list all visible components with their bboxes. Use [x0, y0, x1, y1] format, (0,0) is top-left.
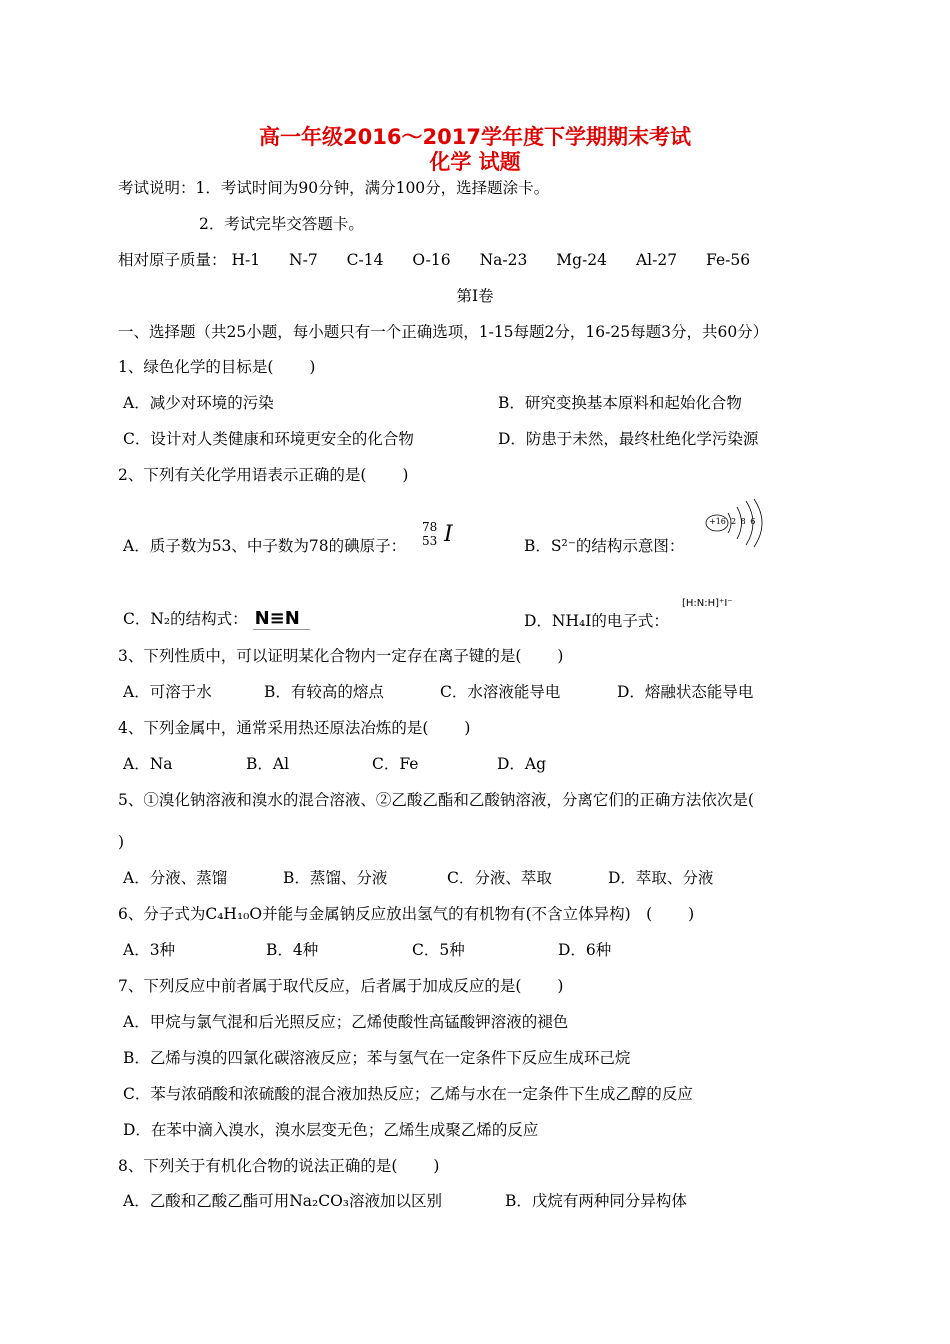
question-5-option-b: B．蒸馏、分液 — [283, 869, 388, 887]
question-3-option-c: C．水溶液能导电 — [440, 683, 561, 701]
mass-mg: Mg-24 — [556, 251, 608, 269]
sulfide-ion-diagram — [704, 497, 776, 549]
question-3-option-b: B．有较高的熔点 — [264, 683, 384, 701]
atomic-masses — [118, 250, 774, 270]
question-8-stem: 8、下列关于有机化合物的说法正确的是( ) — [118, 1157, 440, 1175]
question-5-stem-end: ) — [118, 833, 125, 851]
section-heading: 一、选择题（共25小题，每小题只有一个正确选项，1-15每题2分，16-25每题3分，共60分） — [118, 323, 769, 341]
mass-al: Al-27 — [635, 251, 678, 269]
question-3-stem: 3、下列性质中，可以证明某化合物内一定存在离子键的是( ) — [118, 647, 564, 665]
question-7-stem: 7、下列反应中前者属于取代反应，后者属于加成反应的是( ) — [118, 977, 564, 995]
question-6-option-d: D．6种 — [558, 941, 612, 959]
question-4-option-c: C．Fe — [372, 755, 419, 773]
nh4i-formula-text: [H:N:H]⁺I⁻ — [682, 598, 733, 609]
mass-na: Na-23 — [479, 251, 528, 269]
question-5-option-d: D．萃取、分液 — [608, 869, 714, 887]
question-6-option-b: B．4种 — [266, 941, 319, 959]
question-7-option-a: A．甲烷与氯气混和后光照反应；乙烯使酸性高锰酸钾溶液的褪色 — [123, 1013, 569, 1031]
iso-atomic-number: 53 — [422, 534, 438, 548]
question-1-option-b: B．研究变换基本原料和起始化合物 — [498, 394, 742, 412]
mass-fe: Fe-56 — [706, 251, 751, 269]
question-6-option-c: C．5种 — [412, 941, 465, 959]
volume-heading: 第Ⅰ卷 — [456, 287, 494, 305]
question-1-stem: 1、绿色化学的目标是( ) — [118, 358, 316, 376]
instructions-line2: 2．考试完毕交答题卡。 — [199, 215, 364, 233]
question-4-stem: 4、下列金属中，通常采用热还原法冶炼的是( ) — [118, 719, 471, 737]
instructions-line1: 考试说明：1．考试时间为90分钟，满分100分，选择题涂卡。 — [118, 179, 550, 197]
nh4i-electron-formula — [680, 582, 760, 628]
question-7-option-c: C．苯与浓硝酸和浓硫酸的混合液加热反应；乙烯与水在一定条件下生成乙醇的反应 — [123, 1085, 693, 1103]
question-6-option-a: A．3种 — [123, 941, 176, 959]
question-1-option-d: D．防患于未然，最终杜绝化学污染源 — [498, 430, 759, 448]
mass-n: N-7 — [289, 251, 318, 269]
mass-c: C-14 — [346, 251, 384, 269]
question-8-option-b: B．戊烷有两种同分异构体 — [505, 1192, 687, 1210]
iso-mass-number: 78 — [422, 520, 438, 534]
question-4-option-b: B．Al — [246, 755, 290, 773]
question-2-option-a: A．质子数为53、中子数为78的碘原子： — [123, 537, 407, 555]
question-3-option-a: A．可溶于水 — [123, 683, 212, 701]
question-2-option-d: D．NH₄I的电子式： — [524, 612, 669, 630]
question-2-option-c — [123, 609, 310, 630]
question-5-option-a: A．分液、蒸馏 — [123, 869, 228, 887]
iso-element-symbol: I — [444, 522, 453, 547]
question-2-stem: 2、下列有关化学用语表示正确的是( ) — [118, 466, 409, 484]
exam-title: 高一年级2016～2017学年度下学期期末考试 — [259, 125, 691, 149]
question-4-option-a: A．Na — [123, 755, 173, 773]
iodine-isotope-symbol — [422, 520, 472, 556]
electron-shells: 2 8 6 — [731, 517, 757, 526]
option-c-text: C．N₂的结构式： — [123, 610, 248, 628]
question-3-option-d: D．熔融状态能导电 — [617, 683, 754, 701]
question-6-stem: 6、分子式为C₄H₁₀O并能与金属钠反应放出氢气的有机物有(不含立体异构) ( ) — [118, 905, 695, 923]
question-5-option-c: C．分液、萃取 — [447, 869, 552, 887]
question-5-stem: 5、①溴化钠溶液和溴水的混合溶液、②乙酸乙酯和乙酸钠溶液，分离它们的正确方法依次是( — [118, 791, 754, 809]
question-1-option-c: C．设计对人类健康和环境更安全的化合物 — [123, 430, 414, 448]
nucleus-charge: +16 — [709, 517, 726, 526]
question-7-option-b: B．乙烯与溴的四氯化碳溶液反应；苯与氢气在一定条件下反应生成环己烷 — [123, 1049, 631, 1067]
question-4-option-d: D．Ag — [497, 755, 547, 773]
mass-h: H-1 — [231, 251, 261, 269]
exam-subtitle: 化学 试题 — [429, 150, 521, 174]
question-7-option-d: D．在苯中滴入溴水，溴水层变无色；乙烯生成聚乙烯的反应 — [123, 1121, 539, 1139]
question-8-option-a: A．乙酸和乙酸乙酯可用Na₂CO₃溶液加以区别 — [123, 1192, 442, 1210]
atomic-masses-label: 相对原子质量： — [118, 251, 227, 269]
question-1-option-a: A．减少对环境的污染 — [123, 394, 274, 412]
mass-o: O-16 — [412, 251, 451, 269]
question-2-option-b: B．S²⁻的结构示意图： — [524, 537, 685, 555]
n2-structural-formula: N≡N — [253, 609, 310, 630]
